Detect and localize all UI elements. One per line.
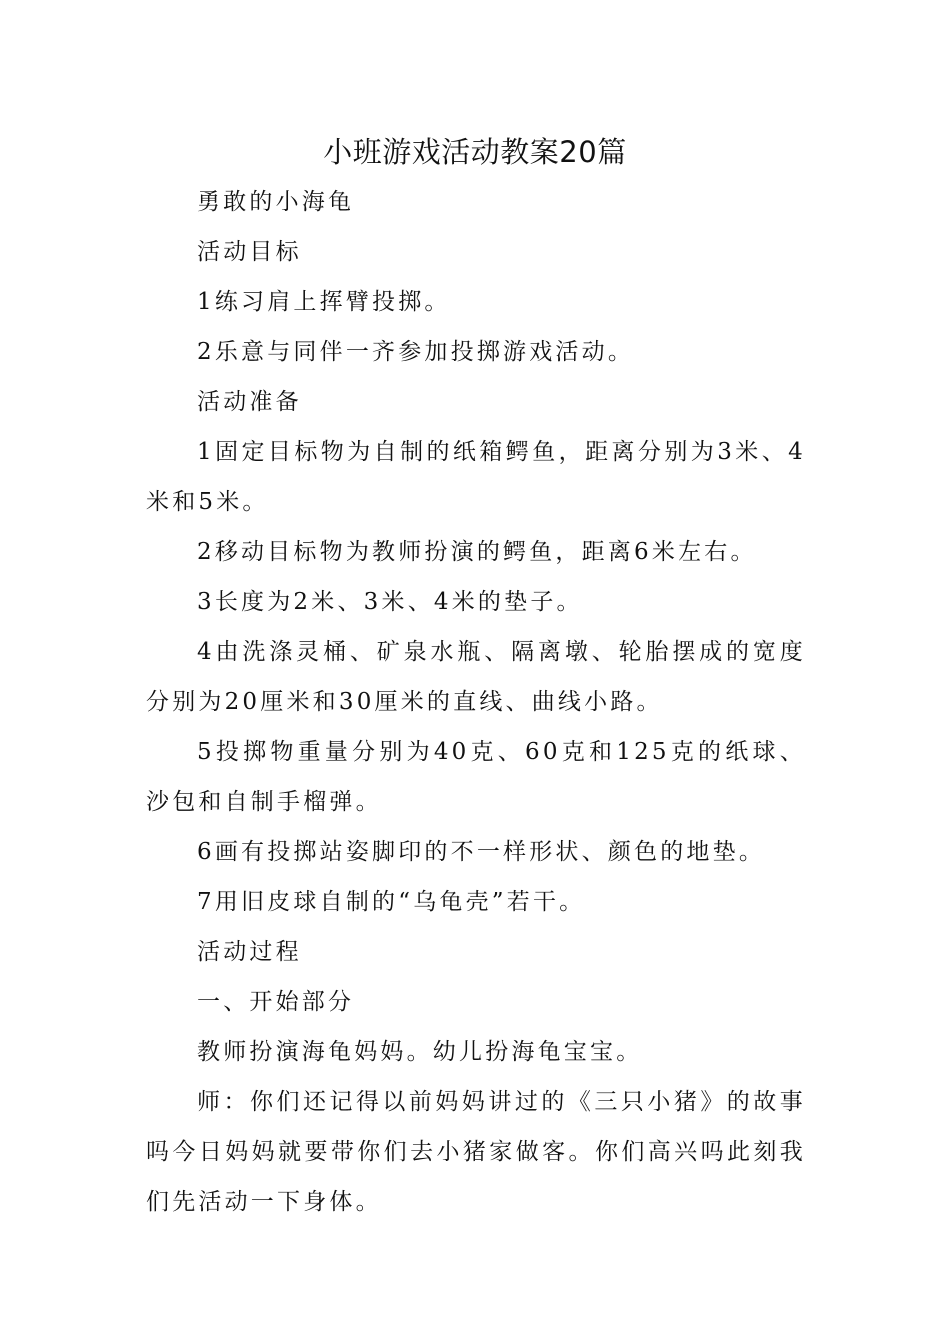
preparation-item: 5投掷物重量分别为40克、60克和125克的纸球、沙包和自制手榴弹。 <box>146 739 806 815</box>
subsection-heading: 一、开始部分 <box>197 989 355 1015</box>
goal-item: 2乐意与同伴一齐参加投掷游戏活动。 <box>197 339 635 365</box>
document-body <box>146 177 806 1227</box>
preparation-item: 2移动目标物为教师扮演的鳄鱼，距离6米左右。 <box>197 539 757 565</box>
preparation-item: 3长度为2米、3米、4米的垫子。 <box>197 589 583 615</box>
preparation-item: 7用旧皮球自制的“乌龟壳”若干。 <box>197 889 586 915</box>
body-paragraph: 教师扮演海龟妈妈。幼儿扮海龟宝宝。 <box>197 1039 643 1065</box>
preparation-item: 4由洗涤灵桶、矿泉水瓶、隔离墩、轮胎摆成的宽度分别为20厘米和30厘米的直线、曲线小路。 <box>146 639 806 715</box>
section-heading-process: 活动过程 <box>197 939 302 965</box>
body-paragraph: 师：你们还记得以前妈妈讲过的《三只小猪》的故事吗今日妈妈就要带你们去小猪家做客。你们高兴吗此刻我们先活动一下身体。 <box>146 1089 806 1215</box>
preparation-item: 1固定目标物为自制的纸箱鳄鱼，距离分别为3米、4米和5米。 <box>146 439 806 515</box>
lesson-heading: 勇敢的小海龟 <box>197 189 355 215</box>
section-heading-preparation: 活动准备 <box>197 389 302 415</box>
section-heading-goals: 活动目标 <box>197 239 302 265</box>
goal-item: 1练习肩上挥臂投掷。 <box>197 289 451 315</box>
preparation-item: 6画有投掷站姿脚印的不一样形状、颜色的地垫。 <box>197 839 766 865</box>
document-title: 小班游戏活动教案20篇 <box>323 135 627 169</box>
